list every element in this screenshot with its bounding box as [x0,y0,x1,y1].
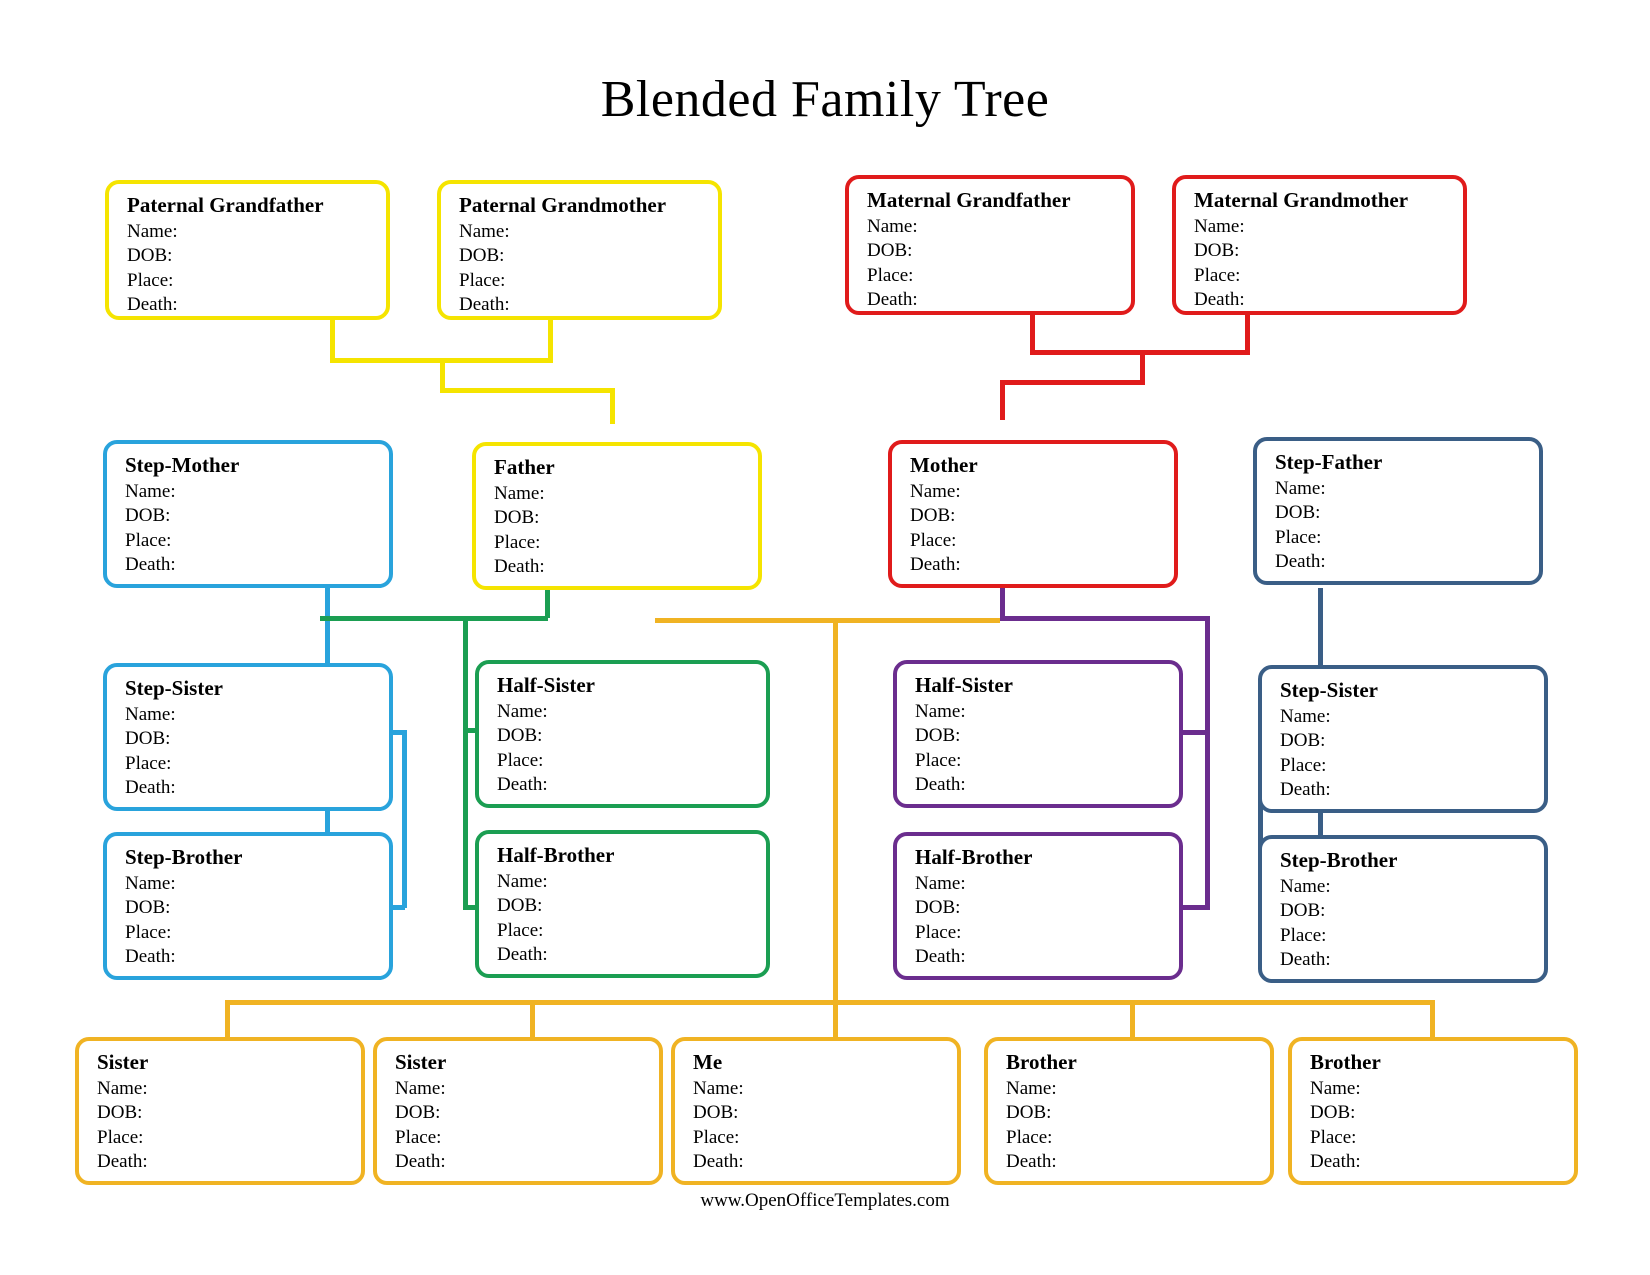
node-title: Father [494,455,555,479]
field-name: Name: [1006,1078,1057,1100]
field-place: Place: [125,752,172,774]
field-death: Death: [497,773,548,795]
connector-maternal-to-mother-bar [1000,380,1145,385]
field-death: Death: [910,553,961,575]
node-title: Half-Sister [915,673,1013,697]
connector-stepmother-branch [402,730,407,908]
field-place: Place: [97,1126,144,1148]
field-name: Name: [693,1078,744,1100]
field-death: Death: [97,1150,148,1172]
field-death: Death: [125,553,176,575]
field-dob: DOB: [497,895,543,917]
field-name: Name: [395,1078,446,1100]
field-dob: DOB: [125,505,171,527]
node-me[interactable] [671,1037,961,1185]
field-death: Death: [1280,778,1331,800]
field-place: Place: [459,269,506,291]
connector-father-down-green [545,588,550,618]
node-maternal-grandfather[interactable] [845,175,1135,315]
field-name: Name: [1194,216,1245,238]
connector-paternal-grandmother-down [548,316,553,360]
field-name: Name: [125,481,176,503]
node-step-sister-left[interactable] [103,663,393,811]
node-father[interactable] [472,442,762,590]
connector-maternal-to-mother-drop [1140,350,1145,382]
field-place: Place: [395,1126,442,1148]
field-dob: DOB: [125,897,171,919]
field-place: Place: [127,269,174,291]
field-dob: DOB: [127,245,173,267]
node-title: Step-Sister [125,676,223,700]
field-dob: DOB: [494,507,540,529]
field-dob: DOB: [125,728,171,750]
node-title: Step-Mother [125,453,240,477]
field-death: Death: [1310,1150,1361,1172]
field-place: Place: [915,921,962,943]
node-half-sister-left[interactable] [475,660,770,808]
field-death: Death: [497,943,548,965]
connector-purple-spine [1205,616,1210,908]
node-step-mother[interactable] [103,440,393,588]
field-name: Name: [125,704,176,726]
node-step-father[interactable] [1253,437,1543,585]
field-place: Place: [125,921,172,943]
connector-parents-gold-bar [655,618,1000,623]
field-death: Death: [127,293,178,315]
field-name: Name: [1275,478,1326,500]
field-name: Name: [497,871,548,893]
field-name: Name: [97,1078,148,1100]
field-name: Name: [910,481,961,503]
node-step-brother-right[interactable] [1258,835,1548,983]
field-place: Place: [1194,264,1241,286]
field-name: Name: [867,216,918,238]
field-dob: DOB: [1280,730,1326,752]
field-dob: DOB: [1280,900,1326,922]
node-brother-1[interactable] [984,1037,1274,1185]
node-title: Step-Brother [125,845,243,869]
node-title: Sister [97,1050,149,1074]
field-name: Name: [915,873,966,895]
connector-paternal-to-father-drop [440,358,445,390]
connector-green-spine [463,616,468,908]
field-place: Place: [693,1126,740,1148]
node-title: Step-Sister [1280,678,1378,702]
field-dob: DOB: [915,897,961,919]
field-death: Death: [459,293,510,315]
field-place: Place: [1310,1126,1357,1148]
node-title: Paternal Grandfather [127,193,324,217]
node-title: Maternal Grandfather [867,188,1071,212]
connector-father-up [610,388,615,424]
node-title: Half-Sister [497,673,595,697]
field-dob: DOB: [1275,502,1321,524]
node-title: Brother [1006,1050,1077,1074]
node-title: Maternal Grandmother [1194,188,1409,212]
node-half-sister-right[interactable] [893,660,1183,808]
field-dob: DOB: [1194,240,1240,262]
connector-gold-sibling-bar [225,1000,1430,1005]
field-death: Death: [125,945,176,967]
field-death: Death: [915,773,966,795]
field-place: Place: [125,529,172,551]
field-name: Name: [125,873,176,895]
node-mother[interactable] [888,440,1178,588]
field-place: Place: [1275,526,1322,548]
field-dob: DOB: [1006,1102,1052,1124]
field-place: Place: [497,749,544,771]
node-sister-1[interactable] [75,1037,365,1185]
node-title: Me [693,1050,723,1074]
field-dob: DOB: [867,240,913,262]
field-death: Death: [915,945,966,967]
node-title: Step-Father [1275,450,1383,474]
field-dob: DOB: [915,725,961,747]
field-death: Death: [867,288,918,310]
field-death: Death: [125,776,176,798]
field-name: Name: [1310,1078,1361,1100]
field-name: Name: [1280,876,1331,898]
field-dob: DOB: [693,1102,739,1124]
field-death: Death: [693,1150,744,1172]
node-title: Step-Brother [1280,848,1398,872]
field-name: Name: [494,483,545,505]
field-name: Name: [497,701,548,723]
connector-purple-bar [1000,616,1210,621]
field-place: Place: [867,264,914,286]
node-step-brother-left[interactable] [103,832,393,980]
node-title: Sister [395,1050,447,1074]
field-place: Place: [910,529,957,551]
field-death: Death: [1194,288,1245,310]
connector-paternal-to-father-bar [440,388,615,393]
connector-gold-spine [833,618,838,1003]
field-dob: DOB: [459,245,505,267]
connector-mother-down-purple [1000,588,1005,618]
node-step-sister-right[interactable] [1258,665,1548,813]
node-half-brother-left[interactable] [475,830,770,978]
node-title: Half-Brother [915,845,1033,869]
node-paternal-grandmother[interactable] [437,180,722,320]
node-sister-2[interactable] [373,1037,663,1185]
node-half-brother-right[interactable] [893,832,1183,980]
node-title: Mother [910,453,978,477]
field-dob: DOB: [497,725,543,747]
field-place: Place: [1006,1126,1053,1148]
field-place: Place: [915,749,962,771]
field-name: Name: [1280,706,1331,728]
node-maternal-grandmother[interactable] [1172,175,1467,315]
node-title: Brother [1310,1050,1381,1074]
field-place: Place: [1280,754,1327,776]
field-dob: DOB: [910,505,956,527]
node-brother-2[interactable] [1288,1037,1578,1185]
field-death: Death: [1275,550,1326,572]
field-place: Place: [494,531,541,553]
field-dob: DOB: [97,1102,143,1124]
field-name: Name: [127,221,178,243]
node-title: Half-Brother [497,843,615,867]
field-death: Death: [494,555,545,577]
field-dob: DOB: [395,1102,441,1124]
field-place: Place: [1280,924,1327,946]
connector-father-green-bar [320,616,548,621]
node-paternal-grandfather[interactable] [105,180,390,320]
field-death: Death: [395,1150,446,1172]
field-death: Death: [1280,948,1331,970]
connector-mother-up [1000,380,1005,420]
footer-link[interactable]: www.OpenOfficeTemplates.com [700,1190,950,1211]
field-death: Death: [1006,1150,1057,1172]
field-name: Name: [915,701,966,723]
field-place: Place: [497,919,544,941]
field-dob: DOB: [1310,1102,1356,1124]
connector-paternal-grandfather-down [330,316,335,360]
node-title: Paternal Grandmother [459,193,667,217]
page-title: Blended Family Tree [600,71,1050,128]
field-name: Name: [459,221,510,243]
